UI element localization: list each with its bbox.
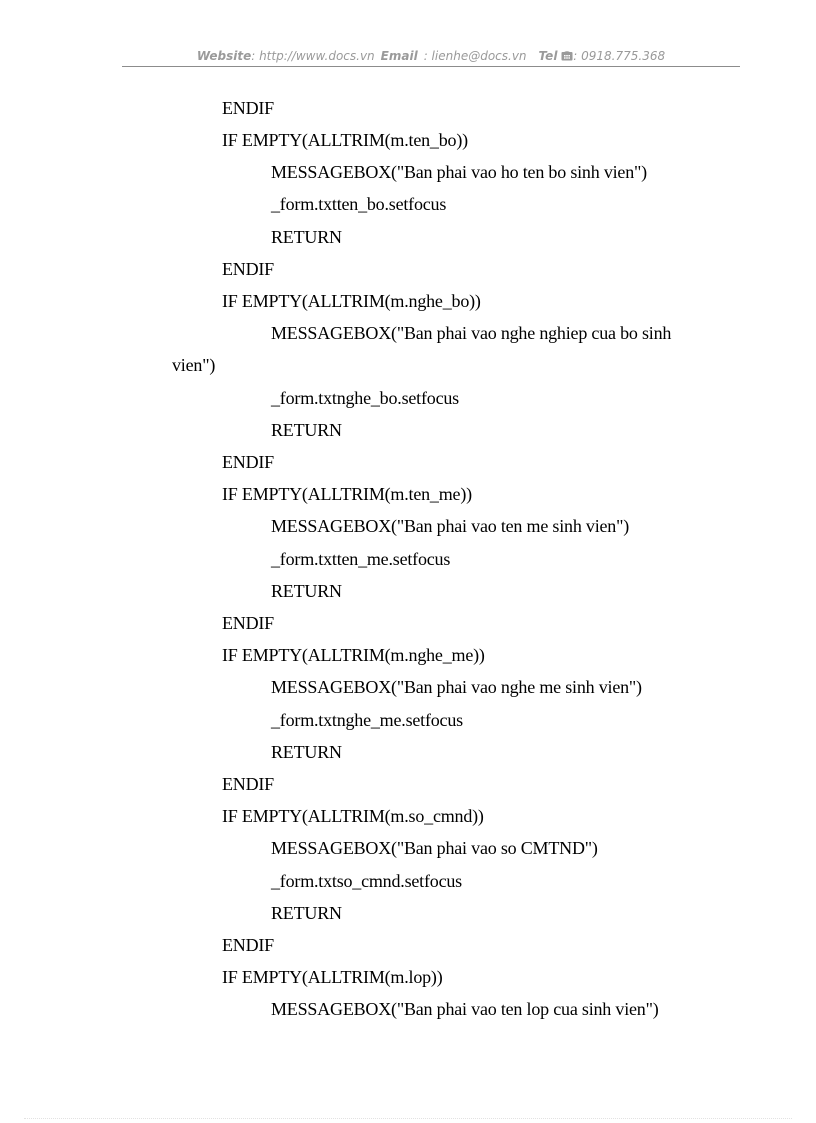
phone-icon	[561, 50, 573, 61]
code-line: _form.txtso_cmnd.setfocus	[271, 871, 462, 891]
code-line: RETURN	[271, 903, 342, 923]
code-line: _form.txtnghe_me.setfocus	[271, 710, 463, 730]
email-label: Email	[380, 49, 418, 63]
code-line: IF EMPTY(ALLTRIM(m.ten_me))	[222, 484, 472, 504]
code-line: IF EMPTY(ALLTRIM(m.so_cmnd))	[222, 806, 484, 826]
website-label: Website	[196, 49, 252, 63]
code-line: MESSAGEBOX("Ban phai vao ten me sinh vien")	[271, 516, 630, 536]
code-line: vien")	[172, 355, 216, 375]
code-line: ENDIF	[222, 935, 274, 955]
code-line: ENDIF	[222, 452, 274, 472]
tel-value: : 0918.775.368	[573, 49, 666, 63]
code-line: MESSAGEBOX("Ban phai vao nghe me sinh vien")	[271, 677, 642, 697]
code-line: RETURN	[271, 420, 342, 440]
page-footer-rule	[24, 1118, 792, 1119]
code-line: MESSAGEBOX("Ban phai vao so CMTND")	[271, 838, 598, 858]
code-line: IF EMPTY(ALLTRIM(m.lop))	[222, 967, 443, 987]
code-line: ENDIF	[222, 98, 274, 118]
code-line: ENDIF	[222, 259, 274, 279]
code-line: _form.txtten_me.setfocus	[271, 549, 451, 569]
code-line: IF EMPTY(ALLTRIM(m.nghe_me))	[222, 645, 485, 665]
code-line: IF EMPTY(ALLTRIM(m.ten_bo))	[222, 130, 468, 150]
code-line: RETURN	[271, 742, 342, 762]
email-value: : lienhe@docs.vn	[423, 49, 527, 63]
code-line: MESSAGEBOX("Ban phai vao ten lop cua sinh vien")	[271, 999, 659, 1019]
code-line: _form.txtnghe_bo.setfocus	[271, 388, 459, 408]
code-line: _form.txtten_bo.setfocus	[271, 194, 447, 214]
page-header	[122, 48, 740, 67]
code-line: MESSAGEBOX("Ban phai vao ho ten bo sinh vien")	[271, 162, 647, 182]
code-line: MESSAGEBOX("Ban phai vao nghe nghiep cua bo sinh	[271, 323, 672, 343]
website-value: : http://www.docs.vn	[251, 49, 375, 63]
code-line: ENDIF	[222, 613, 274, 633]
code-line: RETURN	[271, 581, 342, 601]
code-line: IF EMPTY(ALLTRIM(m.nghe_bo))	[222, 291, 481, 311]
code-line: ENDIF	[222, 774, 274, 794]
tel-label: Tel	[538, 49, 558, 63]
code-line: RETURN	[271, 227, 342, 247]
